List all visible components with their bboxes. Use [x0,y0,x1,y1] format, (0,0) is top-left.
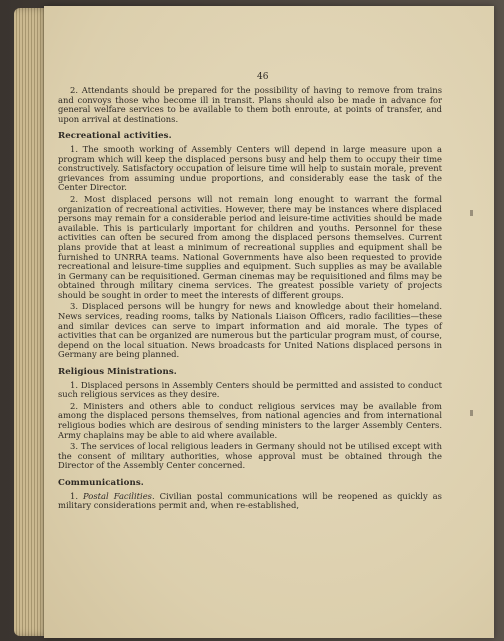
section-heading-recreational: Recreational activities. [58,131,172,142]
communications-item-text: Civilian postal communications will be reopened as quickly as military considerations permit and, when re-established, [58,490,442,511]
section-heading-communications: Communications. [58,477,144,488]
margin-mark [470,210,473,216]
section-heading-religious: Religious Ministrations. [58,367,177,378]
religious-paragraph-2: 2. Ministers and others able to conduct religious services may be available from among the displaced persons themselves, from national agencies and from international religious bodies which are desirous of sending ministers to the larger Assembly Centers. Army chaplains may be able to aid where available. [58,400,442,440]
recreational-paragraph-1: 1. The smooth working of Assembly Centers will depend in large measure upon a program which will keep the displaced persons busy and help them to occupy their time constructively. Satisfactory occupation of leisure time will help to sustain morale, prevent grievances from assuming undue proportions, and considerably ease the task of the Center Director. [58,143,442,193]
recreational-paragraph-3: 3. Displaced persons will be hungry for news and knowledge about their homeland. News services, reading rooms, talks by Nationals Liaison Officers, radio facilities—these and similar devices can serve to impart information and aid morale. The types of activities that can be organized are numerous but the particular program must, of course, depend on the local situation. News broadcasts for United Nations displaced persons in Germany are being planned. [58,301,442,360]
communications-item-number: 1. [70,490,78,501]
communications-paragraph-1 [58,492,442,511]
margin-mark [470,410,473,416]
recreational-paragraph-2: 2. Most displaced persons will not remain long enought to warrant the formal organization of recreational activities. However, there may be instances where displaced persons may remain for a considerable period and leisure-time activities should be made available. This is particularly important for children and youths. Personnel for these activities can often be secured from among the displaced persons themselves. Current plans provide that at least a minimum of recreational supplies and equipment shall be furnished to UNRRA teams. National Governments have also been requested to provide recreational and leisure-time supplies and equipment. Such supplies as may be available in Germany can be requisitioned. German cinemas may be requisitioned and films may be obtained through military cinema services. The greatest possible variety of projects should be sought in order to meet the interests of different groups. [58,193,442,300]
page-number: 46 [257,72,269,82]
intro-paragraph: 2. Attendants should be prepared for the possibility of having to remove from trains and convoys those who become ill in transit. Plans should also be made in advance for general welfare services to be available to them both enroute, at points of transfer, and upon arrival at destinations. [58,85,442,124]
communications-item-title: Postal Facilities. [83,490,155,501]
religious-paragraph-3: 3. The services of local religious leaders in Germany should not be utilised except with the consent of military authorities, whose approval must be obtained through the Director of the Assembly Center concerned. [58,441,442,471]
religious-paragraph-1: 1. Displaced persons in Assembly Centers should be permitted and assisted to conduct such religious services as they desire. [58,379,442,400]
page-content [58,86,442,513]
